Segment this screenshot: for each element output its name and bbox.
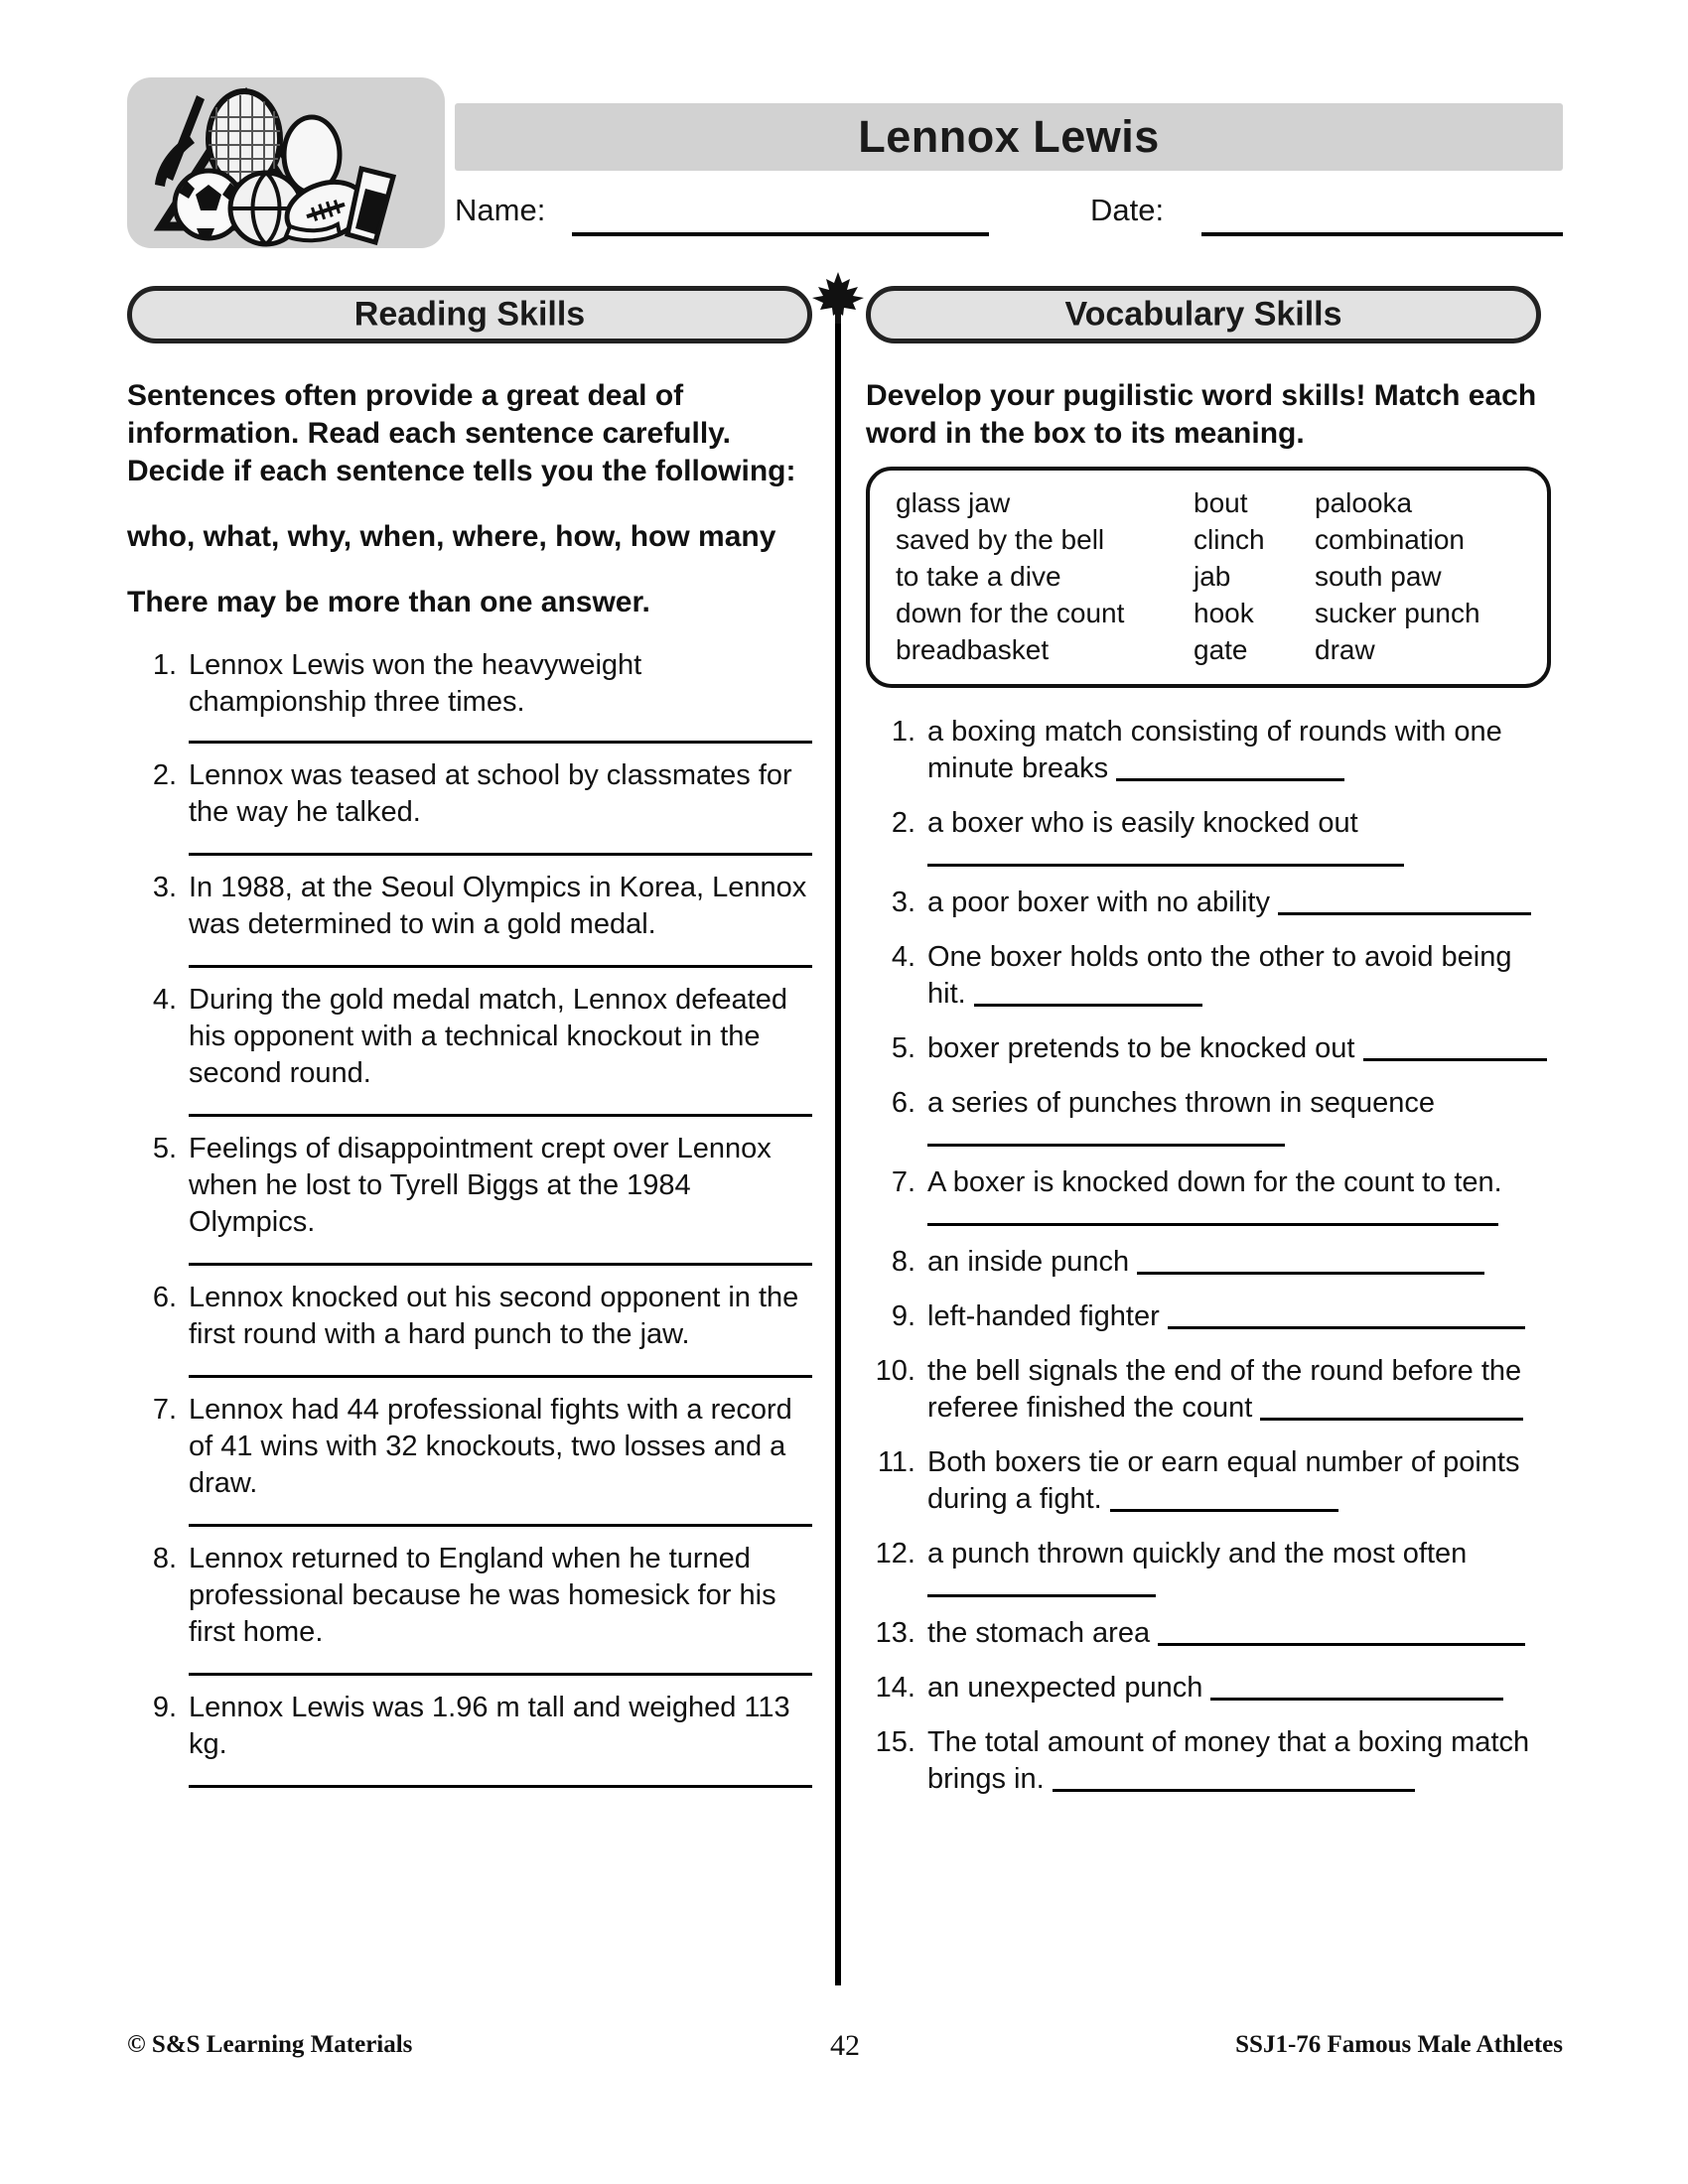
- name-date-row: [455, 181, 1563, 240]
- reading-intro-1: Sentences often provide a great deal of information. Read each sentence carefully. Decide if each sentence tells you the following:: [127, 379, 796, 487]
- page-number: 42: [830, 2029, 860, 2062]
- vocabulary-intro: Develop your pugilistic word skills! Match each word in the box to its meaning.: [866, 379, 1537, 450]
- question-number: 2.: [152, 759, 177, 791]
- answer-line[interactable]: [189, 1114, 812, 1117]
- word-box-term: clinch: [1194, 524, 1265, 555]
- vocabulary-question-item: [866, 939, 1551, 1013]
- answer-blank[interactable]: [1053, 1789, 1415, 1792]
- question-number: 6.: [891, 1087, 915, 1119]
- question-text: During the gold medal match, Lennox defeated his opponent with a technical knockout in the second round.: [189, 984, 787, 1089]
- question-text: In 1988, at the Seoul Olympics in Korea, Lennox was determined to win a gold medal.: [189, 872, 807, 940]
- question-number: 1.: [152, 649, 177, 681]
- word-box-term: bout: [1194, 487, 1248, 518]
- copyright-text: © S&S Learning Materials: [127, 2031, 413, 2058]
- word-box-term: combination: [1315, 524, 1465, 555]
- reading-question-item: [127, 647, 812, 744]
- question-text: a boxer who is easily knocked out: [927, 807, 1358, 839]
- page-header: [127, 77, 1563, 256]
- column-divider: [835, 298, 841, 1985]
- vocabulary-question-item: [866, 1615, 1551, 1652]
- reading-question-item: [127, 982, 812, 1117]
- question-number: 3.: [152, 872, 177, 903]
- word-box-term: jab: [1194, 561, 1231, 592]
- answer-line[interactable]: [189, 853, 812, 856]
- answer-line[interactable]: [189, 1263, 812, 1266]
- question-text: Feelings of disappointment crept over Lennox when he lost to Tyrell Biggs at the 1984 Olympics.: [189, 1133, 772, 1238]
- answer-blank[interactable]: [1210, 1698, 1503, 1701]
- word-box-term: sucker punch: [1315, 598, 1480, 628]
- word-box-term: gate: [1194, 634, 1248, 665]
- word-box-term: breadbasket: [896, 634, 1050, 665]
- question-text: a boxing match consisting of rounds with one minute breaks: [927, 716, 1502, 784]
- reading-question-item: [127, 757, 812, 856]
- question-text: Lennox returned to England when he turned professional because he was homesick for his first home.: [189, 1543, 776, 1648]
- question-text: an unexpected punch: [927, 1672, 1503, 1704]
- question-number: 7.: [152, 1394, 177, 1426]
- answer-blank[interactable]: [1137, 1272, 1484, 1275]
- word-box-term: down for the count: [896, 598, 1125, 628]
- vocabulary-question-item: [866, 1164, 1551, 1226]
- question-number: 6.: [152, 1282, 177, 1313]
- question-text: Lennox was teased at school by classmates for the way he talked.: [189, 759, 792, 828]
- question-text: boxer pretends to be knocked out: [927, 1032, 1547, 1064]
- question-text: a punch thrown quickly and the most often: [927, 1538, 1468, 1570]
- vocabulary-question-item: [866, 1353, 1551, 1427]
- answer-blank[interactable]: [1158, 1643, 1525, 1646]
- word-box-term: hook: [1194, 598, 1254, 628]
- question-number: 12.: [875, 1538, 915, 1570]
- reading-skills-label: Reading Skills: [353, 295, 586, 334]
- reading-question-item: [127, 1392, 812, 1527]
- vocabulary-question-item: [866, 1244, 1551, 1281]
- question-text: an inside punch: [927, 1246, 1484, 1278]
- question-number: 10.: [875, 1355, 915, 1387]
- word-box-row: [896, 631, 1521, 668]
- reading-skills-column: [127, 377, 812, 1788]
- answer-blank[interactable]: [927, 1594, 1156, 1597]
- date-label: Date:: [1090, 193, 1165, 227]
- vocabulary-question-item: [866, 805, 1551, 867]
- answer-line[interactable]: [189, 965, 812, 968]
- worksheet-title-bar: [455, 103, 1563, 171]
- section-banner-vocabulary-skills: [866, 286, 1541, 343]
- answer-blank[interactable]: [1110, 1509, 1338, 1512]
- reading-intro-2: who, what, why, when, where, how, how many: [127, 520, 776, 553]
- answer-blank[interactable]: [1260, 1418, 1523, 1421]
- word-box-row: [896, 521, 1521, 558]
- question-text: left-handed fighter: [927, 1300, 1525, 1332]
- question-number: 15.: [875, 1726, 915, 1758]
- reading-question-item: [127, 1131, 812, 1266]
- name-label: Name:: [455, 193, 546, 227]
- question-text: A boxer is knocked down for the count to ten.: [927, 1166, 1502, 1198]
- vocabulary-question-item: [866, 885, 1551, 921]
- question-number: 5.: [891, 1032, 915, 1064]
- word-box-term: south paw: [1315, 561, 1442, 592]
- reading-question-item: [127, 1541, 812, 1676]
- word-box-row: [896, 484, 1521, 521]
- answer-blank[interactable]: [1363, 1058, 1547, 1061]
- question-number: 8.: [152, 1543, 177, 1574]
- question-number: 9.: [152, 1692, 177, 1723]
- question-text: the bell signals the end of the round before the referee finished the count: [927, 1355, 1523, 1424]
- vocabulary-question-list: [866, 714, 1551, 1798]
- question-number: 3.: [891, 887, 915, 918]
- question-text: the stomach area: [927, 1617, 1525, 1649]
- word-box-term: palooka: [1315, 487, 1413, 518]
- question-number: 11.: [877, 1446, 915, 1478]
- question-number: 2.: [891, 807, 915, 839]
- word-box-term: saved by the bell: [896, 524, 1105, 555]
- answer-blank[interactable]: [927, 1144, 1285, 1147]
- page-title: Lennox Lewis: [858, 111, 1160, 162]
- section-banner-reading-skills: [127, 286, 812, 343]
- question-number: 13.: [875, 1617, 915, 1649]
- vocabulary-question-item: [866, 1298, 1551, 1335]
- answer-blank[interactable]: [1278, 912, 1531, 915]
- vocabulary-question-item: [866, 1030, 1551, 1067]
- answer-line[interactable]: [189, 1673, 812, 1676]
- question-number: 8.: [891, 1246, 915, 1278]
- question-text: a poor boxer with no ability: [927, 887, 1531, 918]
- vocabulary-skills-column: [866, 377, 1551, 1798]
- question-text: Lennox Lewis was 1.96 m tall and weighed 113 kg.: [189, 1692, 790, 1760]
- name-input-line[interactable]: [572, 232, 989, 236]
- answer-blank[interactable]: [927, 1223, 1498, 1226]
- vocabulary-question-item: [866, 1724, 1551, 1798]
- vocabulary-skills-label: Vocabulary Skills: [1064, 295, 1342, 334]
- question-text: Lennox knocked out his second opponent in the first round with a hard punch to the jaw.: [189, 1282, 799, 1350]
- question-text: a series of punches thrown in sequence: [927, 1087, 1436, 1119]
- date-input-line[interactable]: [1201, 232, 1563, 236]
- sports-equipment-clipart-icon: [127, 77, 445, 248]
- reading-question-item: [127, 1690, 812, 1788]
- answer-blank[interactable]: [927, 864, 1404, 867]
- word-box-row: [896, 558, 1521, 595]
- question-number: 14.: [875, 1672, 915, 1704]
- vocabulary-question-item: [866, 1536, 1551, 1597]
- question-number: 5.: [152, 1133, 177, 1164]
- answer-blank[interactable]: [974, 1004, 1202, 1007]
- question-text: Lennox had 44 professional fights with a record of 41 wins with 32 knockouts, two losses and a draw.: [189, 1394, 792, 1499]
- maple-leaf-icon: [810, 270, 866, 324]
- reading-question-list: [127, 647, 812, 1788]
- question-text: One boxer holds onto the other to avoid being hit.: [927, 941, 1512, 1010]
- answer-line[interactable]: [189, 1524, 812, 1527]
- word-box-row: [896, 595, 1521, 631]
- reading-intro-3: There may be more than one answer.: [127, 586, 650, 618]
- word-box-term: glass jaw: [896, 487, 1011, 518]
- vocabulary-question-item: [866, 1085, 1551, 1147]
- reading-question-item: [127, 870, 812, 968]
- reading-question-item: [127, 1280, 812, 1378]
- vocabulary-question-item: [866, 1670, 1551, 1706]
- question-number: 4.: [891, 941, 915, 973]
- question-number: 9.: [891, 1300, 915, 1332]
- word-box-term: to take a dive: [896, 561, 1061, 592]
- vocabulary-question-item: [866, 1444, 1551, 1518]
- question-text: Both boxers tie or earn equal number of points during a fight.: [927, 1446, 1520, 1515]
- question-text: Lennox Lewis won the heavyweight championship three times.: [189, 649, 642, 718]
- question-number: 1.: [891, 716, 915, 748]
- question-number: 7.: [891, 1166, 915, 1198]
- page-footer: [127, 2031, 1563, 2071]
- question-text: The total amount of money that a boxing match brings in.: [927, 1726, 1530, 1795]
- vocabulary-word-box: [866, 467, 1551, 688]
- answer-line[interactable]: [189, 1375, 812, 1378]
- product-code-text: SSJ1-76 Famous Male Athletes: [1235, 2031, 1563, 2058]
- answer-line[interactable]: [189, 741, 812, 744]
- answer-line[interactable]: [189, 1785, 812, 1788]
- word-box-term: draw: [1315, 634, 1375, 665]
- question-number: 4.: [152, 984, 177, 1016]
- answer-blank[interactable]: [1168, 1326, 1525, 1329]
- vocabulary-question-item: [866, 714, 1551, 787]
- answer-blank[interactable]: [1116, 778, 1344, 781]
